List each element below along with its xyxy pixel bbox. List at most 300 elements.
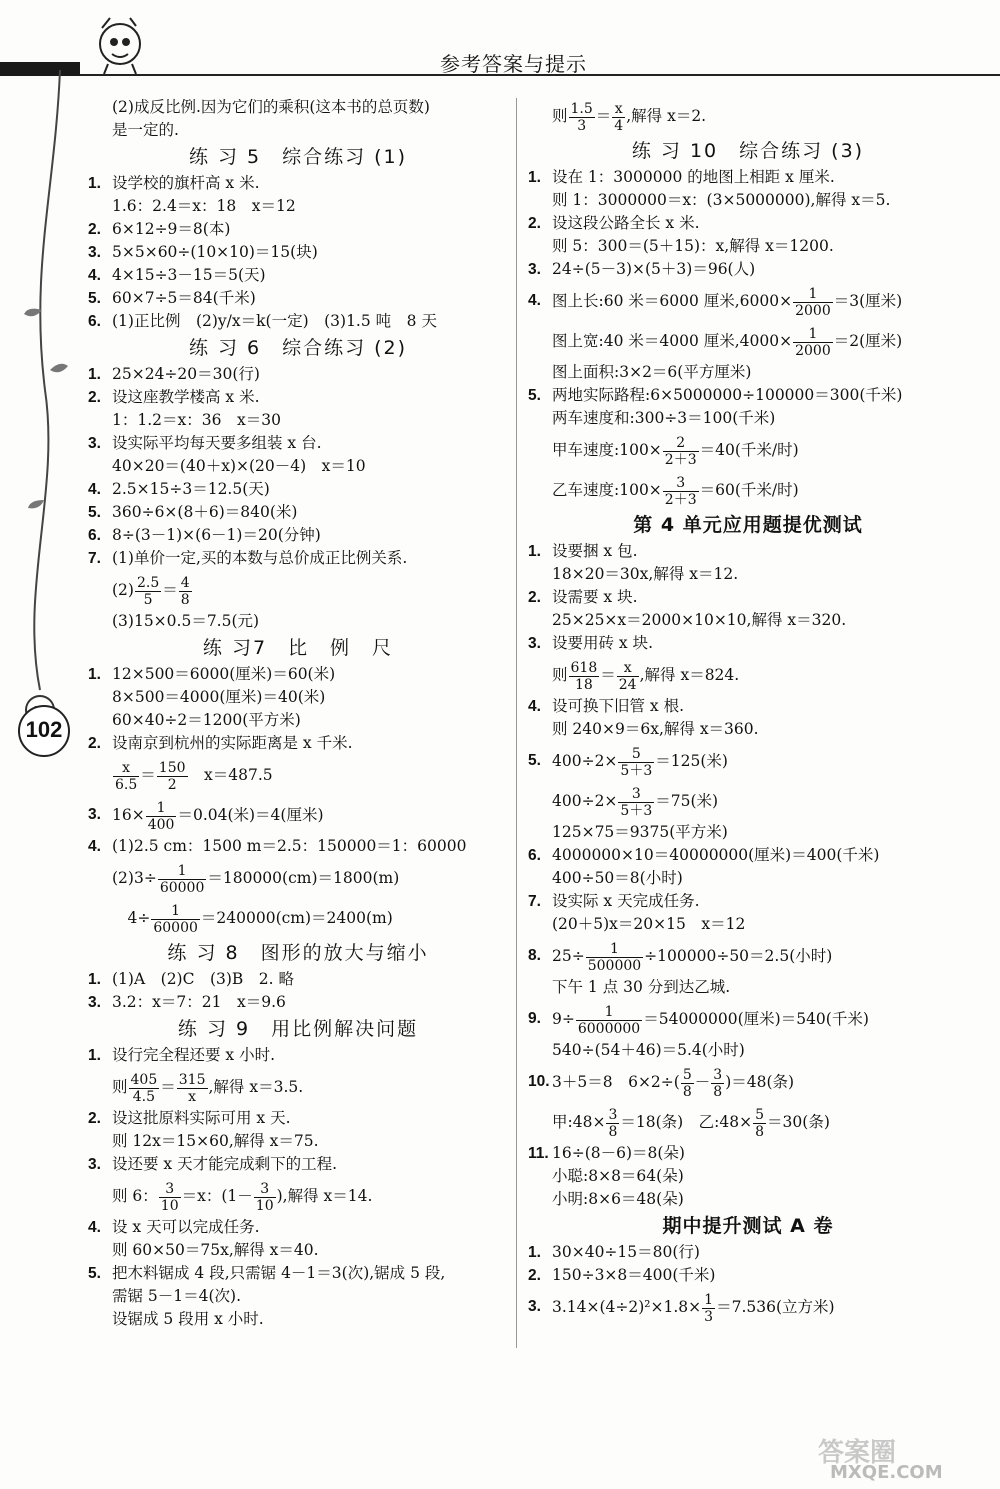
answer-item — [528, 1264, 968, 1287]
answer-line: 则 240×9＝6x,解得 x＝360. — [552, 720, 759, 738]
item-text: (1)单价一定,买的本数与总价成正比例关系. — [112, 549, 408, 567]
item-text: 设实际 x 天完成任务. — [552, 892, 700, 910]
item-number: 4. — [88, 267, 101, 284]
section-heading: 第 4 单元应用题提优测试 — [633, 514, 863, 536]
answer-line: 40×20＝(40＋x)×(20－4) x＝10 — [112, 457, 366, 475]
denominator: 6.5 — [115, 776, 138, 793]
item-text: 5×5×60÷(10×10)＝15(块) — [112, 243, 318, 261]
item-text: 设还要 x 天才能完成剩下的工程. — [112, 1155, 338, 1173]
numerator: 315 — [178, 1071, 206, 1088]
section-heading: 期中提升测试 A 卷 — [662, 1215, 834, 1237]
formula-text: 则 — [552, 107, 568, 125]
answer-item — [528, 1142, 968, 1165]
fraction — [177, 1072, 208, 1105]
fraction — [606, 1107, 619, 1140]
page-number: 102 — [18, 705, 70, 757]
answer-item — [88, 1153, 508, 1176]
formula-text: (2) — [112, 581, 134, 599]
formula-text: ＝125(米) — [655, 752, 728, 770]
formula-text: 25÷ — [552, 947, 585, 965]
numerator: x — [612, 101, 625, 118]
formula-text: x＝487.5 — [188, 766, 273, 784]
item-number: 3. — [88, 994, 101, 1011]
item-number: 6. — [528, 847, 541, 864]
item-number: 2. — [528, 1267, 541, 1284]
item-text: 3.2：x＝7：21 x＝9.6 — [112, 993, 286, 1011]
fraction — [663, 475, 699, 508]
item-text: 设要捆 x 包. — [552, 542, 638, 560]
formula-text: 16× — [112, 806, 145, 824]
answer-item — [88, 547, 508, 570]
fraction — [793, 326, 833, 359]
formula-text: ＝7.536(立方米) — [716, 1298, 835, 1316]
numerator: 3 — [618, 786, 654, 803]
item-text: 60×7÷5＝84(千米) — [112, 289, 256, 307]
fraction — [617, 660, 639, 693]
fraction — [129, 1072, 160, 1105]
answer-item — [88, 968, 508, 991]
answer-item — [88, 432, 508, 455]
item-text: 150÷3×8＝400(千米) — [552, 1266, 716, 1284]
fraction — [618, 786, 654, 819]
item-number: 2. — [88, 1110, 101, 1127]
item-number: 1. — [88, 175, 101, 192]
item-number: 2. — [88, 735, 101, 752]
item-number: 1. — [528, 1244, 541, 1261]
fraction — [179, 575, 192, 608]
denominator: 3 — [577, 117, 587, 134]
item-text: 4×15÷3－15＝5(天) — [112, 266, 266, 284]
answer-item — [88, 991, 508, 1014]
answer-line: 是一定的. — [112, 121, 179, 139]
denominator: 8 — [713, 1083, 723, 1100]
item-number: 1. — [528, 543, 541, 560]
numerator: 3 — [254, 1181, 276, 1198]
item-text: 2.5×15÷3＝12.5(天) — [112, 480, 270, 498]
formula-line — [528, 1287, 968, 1327]
denominator: 400 — [147, 816, 175, 833]
item-text: 8÷(3－1)×(6－1)＝20(分钟) — [112, 526, 321, 544]
item-text: 30×40÷15＝80(行) — [552, 1243, 700, 1261]
item-text: 设学校的旗杆高 x 米. — [112, 174, 260, 192]
fraction — [618, 746, 654, 779]
formula-text: ＝60(千米/时) — [699, 481, 799, 499]
numerator: 150 — [158, 759, 186, 776]
item-text: 设这座教学楼高 x 米. — [112, 388, 260, 406]
numerator: 1 — [793, 286, 833, 303]
formula-text: ＝x：(1－ — [181, 1187, 253, 1205]
item-number: 1. — [88, 366, 101, 383]
answer-line: 需锯 5－1＝4(次). — [112, 1287, 242, 1305]
fraction — [793, 286, 833, 319]
answer-line: 1：1.2＝x：36 x＝30 — [112, 411, 281, 429]
item-text: 16÷(8－6)＝8(朵) — [552, 1144, 685, 1162]
item-number: 10. — [528, 1073, 550, 1090]
item-number: 3. — [528, 261, 541, 278]
formula-text: 图上长:60 米＝6000 厘米,6000× — [552, 292, 793, 310]
answer-line: (3)15×0.5＝7.5(元) — [112, 612, 260, 630]
fraction — [612, 101, 625, 134]
answer-item — [88, 524, 508, 547]
denominator: 5 — [143, 591, 153, 608]
item-number: 5. — [88, 504, 101, 521]
formula-line — [528, 321, 968, 361]
left-column — [88, 96, 508, 1331]
answer-item — [528, 166, 968, 189]
formula-line — [88, 795, 508, 835]
denominator: x — [188, 1088, 197, 1105]
formula-text: 甲车速度:100× — [552, 441, 662, 459]
item-number: 4. — [88, 481, 101, 498]
item-number: 2. — [528, 215, 541, 232]
answer-item — [88, 1262, 508, 1285]
formula-text: ,解得 x＝3.5. — [208, 1078, 304, 1096]
formula-text: ＝18(条) 乙:48× — [620, 1113, 753, 1131]
item-number: 4. — [88, 1219, 101, 1236]
denominator: 8 — [180, 591, 190, 608]
item-text: (1)2.5 cm：1500 m＝2.5：150000＝1：60000 — [112, 837, 467, 855]
formula-text: 4÷ — [112, 909, 151, 927]
item-text: 25×24÷20＝30(行) — [112, 365, 260, 383]
item-number: 2. — [528, 589, 541, 606]
item-text: 设需要 x 块. — [552, 588, 638, 606]
fraction — [663, 435, 699, 468]
watermark-url: MXQE.COM — [830, 1462, 943, 1483]
fraction — [711, 1067, 724, 1100]
item-number: 2. — [88, 389, 101, 406]
answer-line: 则 5：300＝(5＋15)：x,解得 x＝1200. — [552, 237, 834, 255]
formula-text: 则 — [552, 666, 568, 684]
fraction — [702, 1292, 715, 1325]
answer-item — [88, 1044, 508, 1067]
answer-line: 两车速度和:300÷3＝100(千米) — [552, 409, 776, 427]
denominator: 2＋3 — [664, 451, 697, 468]
fraction — [157, 760, 188, 793]
numerator: x — [617, 660, 639, 677]
numerator: 1 — [793, 326, 833, 343]
numerator: 5 — [682, 1066, 692, 1083]
item-number: 3. — [88, 1156, 101, 1173]
formula-text: ＝180000(cm)＝1800(m) — [207, 869, 400, 887]
answer-item — [88, 835, 508, 858]
formula-text: 3.14×(4÷2)²×1.8× — [552, 1298, 702, 1316]
answer-item — [528, 632, 968, 655]
formula-text: 9÷ — [552, 1010, 575, 1028]
formula-text: 乙车速度:100× — [552, 481, 662, 499]
answer-line: 1.6：2.4＝x：18 x＝12 — [112, 197, 296, 215]
fraction — [158, 863, 207, 896]
fraction — [151, 903, 200, 936]
numerator: 1 — [576, 1004, 642, 1021]
answer-item — [528, 844, 968, 867]
item-text: 把木料锯成 4 段,只需锯 4－1＝3(次),锯成 5 段, — [112, 1264, 446, 1282]
item-number: 4. — [88, 838, 101, 855]
formula-text: 400÷2× — [552, 792, 618, 810]
answer-line: 18×20＝30x,解得 x＝12. — [552, 565, 739, 583]
answer-line: 小明:8×6＝48(朵) — [552, 1190, 684, 1208]
formula-line — [88, 898, 508, 938]
item-number: 5. — [528, 387, 541, 404]
formula-text: 则 — [112, 1078, 128, 1096]
item-number: 1. — [88, 971, 101, 988]
answer-item — [88, 218, 508, 241]
denominator: 3 — [704, 1308, 714, 1325]
item-number: 4. — [528, 292, 541, 309]
item-number: 6. — [88, 313, 101, 330]
formula-text: ＝ — [595, 107, 612, 125]
answer-item — [528, 890, 968, 913]
item-text: 设这批原料实际可用 x 天. — [112, 1109, 291, 1127]
denominator: 2000 — [795, 342, 831, 359]
denominator: 24 — [618, 676, 637, 693]
formula-text: ,解得 x＝824. — [639, 666, 740, 684]
answer-line: 400÷50＝8(小时) — [552, 869, 683, 887]
item-text: 设这段公路全长 x 米. — [552, 214, 700, 232]
fraction — [753, 1107, 766, 1140]
formula-line — [528, 781, 968, 821]
answer-item — [88, 732, 508, 755]
numerator: x — [113, 760, 139, 777]
section-heading: 练 习 9 用比例解决问题 — [177, 1018, 419, 1040]
formula-text: ＝2(厘米) — [833, 332, 903, 350]
formula-text: ＝0.04(米)＝4(厘米) — [177, 806, 324, 824]
formula-text: － — [694, 1073, 711, 1091]
denominator: 8 — [608, 1123, 618, 1140]
item-number: 3. — [88, 806, 101, 823]
fraction — [681, 1067, 694, 1100]
numerator: 3 — [713, 1066, 723, 1083]
answer-line: (20＋5)x＝20×15 x＝12 — [552, 915, 746, 933]
denominator: 10 — [255, 1197, 274, 1214]
answer-item — [88, 1107, 508, 1130]
item-number: 1. — [88, 666, 101, 683]
answer-item — [88, 663, 508, 686]
answer-item — [88, 241, 508, 264]
formula-text: 图上宽:40 米＝4000 厘米,4000× — [552, 332, 793, 350]
answer-item — [88, 386, 508, 409]
item-text: 12×500＝6000(厘米)＝60(米) — [112, 665, 336, 683]
answer-item — [88, 172, 508, 195]
answer-item — [528, 258, 968, 281]
fraction — [254, 1181, 276, 1214]
answer-line: 8×500＝4000(厘米)＝40(米) — [112, 688, 326, 706]
formula-text: ＝30(条) — [767, 1113, 830, 1131]
formula-text: ＝3(厘米) — [833, 292, 903, 310]
item-text: 设在 1：3000000 的地图上相距 x 厘米. — [552, 168, 835, 186]
formula-text: ＝240000(cm)＝2400(m) — [200, 909, 393, 927]
denominator: 8 — [755, 1123, 765, 1140]
fraction — [586, 941, 643, 974]
item-text: (1)正比例 (2)y/x＝k(一定) (3)1.5 吨 8 天 — [112, 312, 437, 330]
numerator: 2.5 — [136, 574, 160, 591]
formula-line — [528, 470, 968, 510]
item-text: 设要用砖 x 块. — [552, 634, 654, 652]
section-heading: 练 习 8 图形的放大与缩小 — [167, 942, 429, 964]
answer-item — [88, 501, 508, 524]
answer-item — [528, 1241, 968, 1264]
item-number: 8. — [528, 947, 541, 964]
denominator: 8 — [682, 1083, 692, 1100]
section-heading: 练 习 5 综合练习 (1) — [188, 146, 408, 168]
header-title: 参考答案与提示 — [440, 52, 587, 76]
numerator: 1 — [146, 800, 177, 817]
formula-text: 则 6： — [112, 1187, 158, 1205]
denominator: 18 — [574, 676, 593, 693]
fraction — [159, 1181, 181, 1214]
numerator: 2 — [663, 435, 699, 452]
answer-line: 540÷(54＋46)＝5.4(小时) — [552, 1041, 745, 1059]
numerator: 4 — [180, 574, 190, 591]
fraction — [113, 760, 139, 793]
answer-line: 图上面积:3×2＝6(平方厘米) — [552, 363, 752, 381]
denominator: 4.5 — [132, 1088, 156, 1105]
formula-line — [88, 1067, 508, 1107]
item-text: 设可换下旧管 x 根. — [552, 697, 685, 715]
numerator: 3 — [608, 1106, 618, 1123]
answer-line: 设锯成 5 段用 x 小时. — [112, 1310, 264, 1328]
denominator: 60000 — [153, 919, 198, 936]
denominator: 4 — [614, 117, 624, 134]
answer-line: 则 60×50＝75x,解得 x＝40. — [112, 1241, 319, 1259]
formula-line — [88, 858, 508, 898]
item-text: 360÷6×(8＋6)＝840(米) — [112, 503, 298, 521]
item-text: 6×12÷9＝8(本) — [112, 220, 231, 238]
formula-line — [528, 936, 968, 976]
formula-text: ＝ — [600, 666, 616, 684]
section-heading: 练 习7 比 例 尺 — [202, 637, 394, 659]
answer-line: 则 12x＝15×60,解得 x＝75. — [112, 1132, 319, 1150]
numerator: 405 — [130, 1071, 158, 1088]
item-number: 1. — [88, 1047, 101, 1064]
answer-item — [88, 1216, 508, 1239]
answer-item — [528, 540, 968, 563]
item-number: 3. — [528, 1298, 541, 1315]
answer-line: (2)成反比例.因为它们的乘积(这本书的总页数) — [112, 98, 430, 116]
answer-item — [88, 363, 508, 386]
denominator: 10 — [160, 1197, 179, 1214]
answer-item — [528, 384, 968, 407]
denominator: 500000 — [587, 957, 642, 974]
answer-line: 125×75＝9375(平方米) — [552, 823, 728, 841]
numerator: 3 — [159, 1181, 181, 1198]
item-number: 5. — [88, 290, 101, 307]
numerator: 1 — [704, 1291, 714, 1308]
answer-item — [88, 264, 508, 287]
item-text: 设行完全程还要 x 小时. — [112, 1046, 276, 1064]
formula-line — [528, 1062, 968, 1102]
fraction — [569, 101, 595, 134]
numerator: 1 — [586, 941, 643, 958]
item-number: 3. — [88, 244, 101, 261]
answer-item — [528, 586, 968, 609]
formula-line — [528, 741, 968, 781]
mascot-icon — [88, 14, 148, 76]
formula-text: ＝75(米) — [655, 792, 719, 810]
item-text: 设 x 天可以完成任务. — [112, 1218, 260, 1236]
formula-text: 3＋5＝8 6×2÷( — [552, 1073, 680, 1091]
formula-line — [528, 999, 968, 1039]
item-number: 9. — [528, 1010, 541, 1027]
denominator: 2 — [167, 776, 177, 793]
numerator: 1 — [151, 903, 200, 920]
formula-line — [528, 430, 968, 470]
item-number: 6. — [88, 527, 101, 544]
denominator: 2＋3 — [664, 491, 697, 508]
answer-item — [88, 287, 508, 310]
formula-line — [528, 281, 968, 321]
formula-text: )＝48(条) — [725, 1073, 795, 1091]
watermark-logo: 答案圈 — [818, 1438, 897, 1468]
formula-text: 甲:48× — [552, 1113, 606, 1131]
item-text: 两地实际路程:6×5000000÷100000＝300(千米) — [552, 386, 903, 404]
formula-text: ＝54000000(厘米)＝540(千米) — [643, 1010, 869, 1028]
item-number: 3. — [528, 635, 541, 652]
item-text: 4000000×10＝40000000(厘米)＝400(千米) — [552, 846, 880, 864]
answer-line: 则 1：3000000＝x：(3×5000000),解得 x＝5. — [552, 191, 891, 209]
formula-line — [88, 570, 508, 610]
answer-item — [88, 478, 508, 501]
formula-line — [528, 655, 968, 695]
formula-text: (2)3÷ — [112, 869, 157, 887]
answer-item — [88, 310, 508, 333]
denominator: 60000 — [159, 879, 205, 896]
item-number: 7. — [88, 550, 101, 567]
right-column — [528, 96, 968, 1327]
item-number: 7. — [528, 893, 541, 910]
formula-text: ÷100000÷50＝2.5(小时) — [644, 947, 833, 965]
numerator: 3 — [663, 475, 699, 492]
answer-line: 小聪:8×8＝64(朵) — [552, 1167, 684, 1185]
section-heading: 练 习 10 综合练习 (3) — [631, 140, 865, 162]
item-number: 3. — [88, 435, 101, 452]
item-text: 24÷(5－3)×(5＋3)＝96(人) — [552, 260, 756, 278]
formula-line — [88, 1176, 508, 1216]
formula-text: ,解得 x＝2. — [626, 107, 707, 125]
formula-text: ＝ — [140, 766, 156, 784]
denominator: 5＋3 — [620, 802, 653, 819]
numerator: 5 — [755, 1106, 765, 1123]
item-text: 设南京到杭州的实际距离是 x 千米. — [112, 734, 353, 752]
denominator: 5＋3 — [620, 762, 653, 779]
answer-line: 25×25×x＝2000×10×10,解得 x＝320. — [552, 611, 847, 629]
fraction — [135, 575, 161, 608]
item-number: 11. — [528, 1145, 549, 1162]
fraction — [576, 1004, 642, 1037]
fraction — [569, 660, 600, 693]
formula-line — [528, 96, 968, 136]
numerator: 618 — [570, 659, 598, 676]
column-divider — [516, 98, 517, 1348]
formula-text: 400÷2× — [552, 752, 618, 770]
answer-item — [528, 695, 968, 718]
formula-text: ＝ — [162, 581, 178, 599]
formula-text: ＝40(千米/时) — [699, 441, 799, 459]
answer-line: 下午 1 点 30 分到达乙城. — [552, 978, 731, 996]
numerator: 1 — [158, 863, 207, 880]
item-number: 5. — [528, 752, 541, 769]
answer-item — [528, 212, 968, 235]
item-text: (1)A (2)C (3)B 2. 略 — [112, 970, 295, 988]
formula-line — [88, 755, 508, 795]
denominator: 6000000 — [577, 1020, 641, 1037]
formula-text: ),解得 x＝14. — [276, 1187, 373, 1205]
denominator: 2000 — [795, 302, 831, 319]
item-number: 2. — [88, 221, 101, 238]
numerator: 5 — [618, 746, 654, 763]
item-number: 5. — [88, 1265, 101, 1282]
fraction — [146, 800, 177, 833]
answer-line: 60×40÷2＝1200(平方米) — [112, 711, 301, 729]
